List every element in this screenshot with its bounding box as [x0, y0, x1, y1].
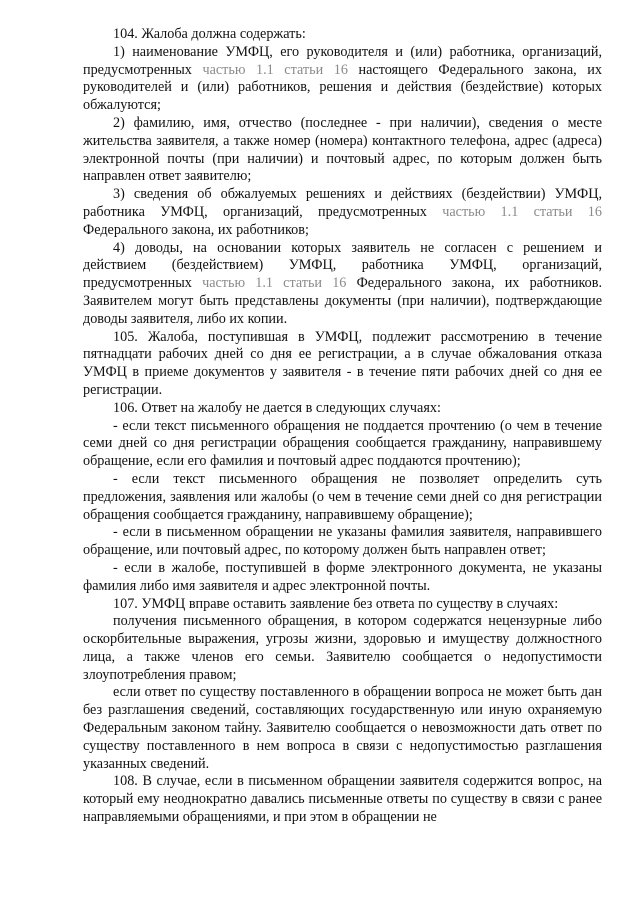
law-reference-link[interactable]: частью 1.1 статьи 16: [202, 61, 348, 78]
text-segment: 1) наименование УМФЦ, его руководителя и (или) работника, организаций, предусмотренных: [83, 43, 602, 78]
paragraph-106-case-1: - если текст письменного обращения не поддается прочтению (о чем в течение семи дней со дня регистрации обращения сообщается гражданину, направившему обращение, если его фамилия и почтовый адрес поддаются прочтению);: [83, 417, 602, 470]
paragraph-108: 108. В случае, если в письменном обращении заявителя содержится вопрос, на который ему неоднократно давались письменные ответы по существу в связи с ранее направляемыми обращениями, и при этом в обращении не: [83, 773, 602, 826]
paragraph-106-case-2: - если текст письменного обращения не позволяет определить суть предложения, заявления или жалобы (о чем в течение семи дней со дня регистрации обращения сообщается гражданину, направившему обращение);: [83, 470, 602, 523]
paragraph-107-case-1: получения письменного обращения, в котором содержатся нецензурные либо оскорбительные выражения, угрозы жизни, здоровью и имуществу должностного лица, а также членов его семьи. Заявителю сообщается о недопустимости злоупотребления правом;: [83, 613, 602, 683]
text-segment: настоящего Федерального закона, их руководителей и (или) работников, решения и действия (бездействие) которых обжалуются;: [83, 61, 602, 114]
paragraph-107-case-2: если ответ по существу поставленного в обращении вопроса не может быть дан без разглашения сведений, составляющих государственную или иную охраняемую Федеральным законом тайну. Заявителю сообщается о невозможности дать ответ по существу поставленного в нем вопроса в связи с недопустимостью разглашения указанных сведений.: [83, 684, 602, 772]
paragraph-104-item-3: [83, 186, 602, 239]
paragraph-104-item-2: 2) фамилию, имя, отчество (последнее - при наличии), сведения о месте жительства заявителя, а также номер (номера) контактного телефона, адрес (адреса) электронной почты (при наличии) и почтовый адрес, по которым должен быть направлен ответ заявителю;: [83, 114, 602, 185]
text-segment: Федерального закона, их работников;: [83, 221, 309, 238]
paragraph-107-heading: 107. УМФЦ вправе оставить заявление без ответа по существу в случаях:: [113, 595, 559, 612]
text-segment: Федерального закона, их работников. Заявителем могут быть представлены документы (при наличии), подтверждающие доводы заявителя, либо их копии.: [83, 275, 602, 327]
paragraph-104-heading: 104. Жалоба должна содержать:: [113, 26, 306, 42]
text-segment: 4) доводы, на основании которых заявитель не согласен с решением и действием (бездействием) УМФЦ, работника УМФЦ, организаций, предусмотренных: [83, 239, 602, 292]
paragraph-106-case-3: - если в письменном обращении не указаны фамилия заявителя, направившего обращение, или почтовый адрес, по которому должен быть направлен ответ;: [83, 524, 602, 559]
law-reference-link[interactable]: частью 1.1 статьи 16: [442, 203, 602, 220]
paragraph-104-item-4: [83, 240, 602, 329]
law-reference-link[interactable]: частью 1.1 статьи 16: [202, 275, 347, 292]
paragraph-106-case-4: - если в жалобе, поступившей в форме электронного документа, не указаны фамилия либо имя заявителя и адрес электронной почты.: [83, 559, 602, 594]
document-body: [83, 26, 602, 827]
paragraph-104-item-1: [83, 44, 602, 115]
text-segment: 3) сведения об обжалуемых решениях и действиях (бездействии) УМФЦ, работника УМФЦ, организаций, предусмотренных: [83, 186, 602, 220]
paragraph-105: 105. Жалоба, поступившая в УМФЦ, подлежит рассмотрению в течение пятнадцати рабочих дней со дня ее регистрации, а в случае обжалования отказа УМФЦ в приеме документов у заявителя - в течение пяти рабочих дней со дня ее регистрации.: [83, 328, 602, 398]
paragraph-106-heading: 106. Ответ на жалобу не дается в следующих случаях:: [113, 399, 441, 416]
